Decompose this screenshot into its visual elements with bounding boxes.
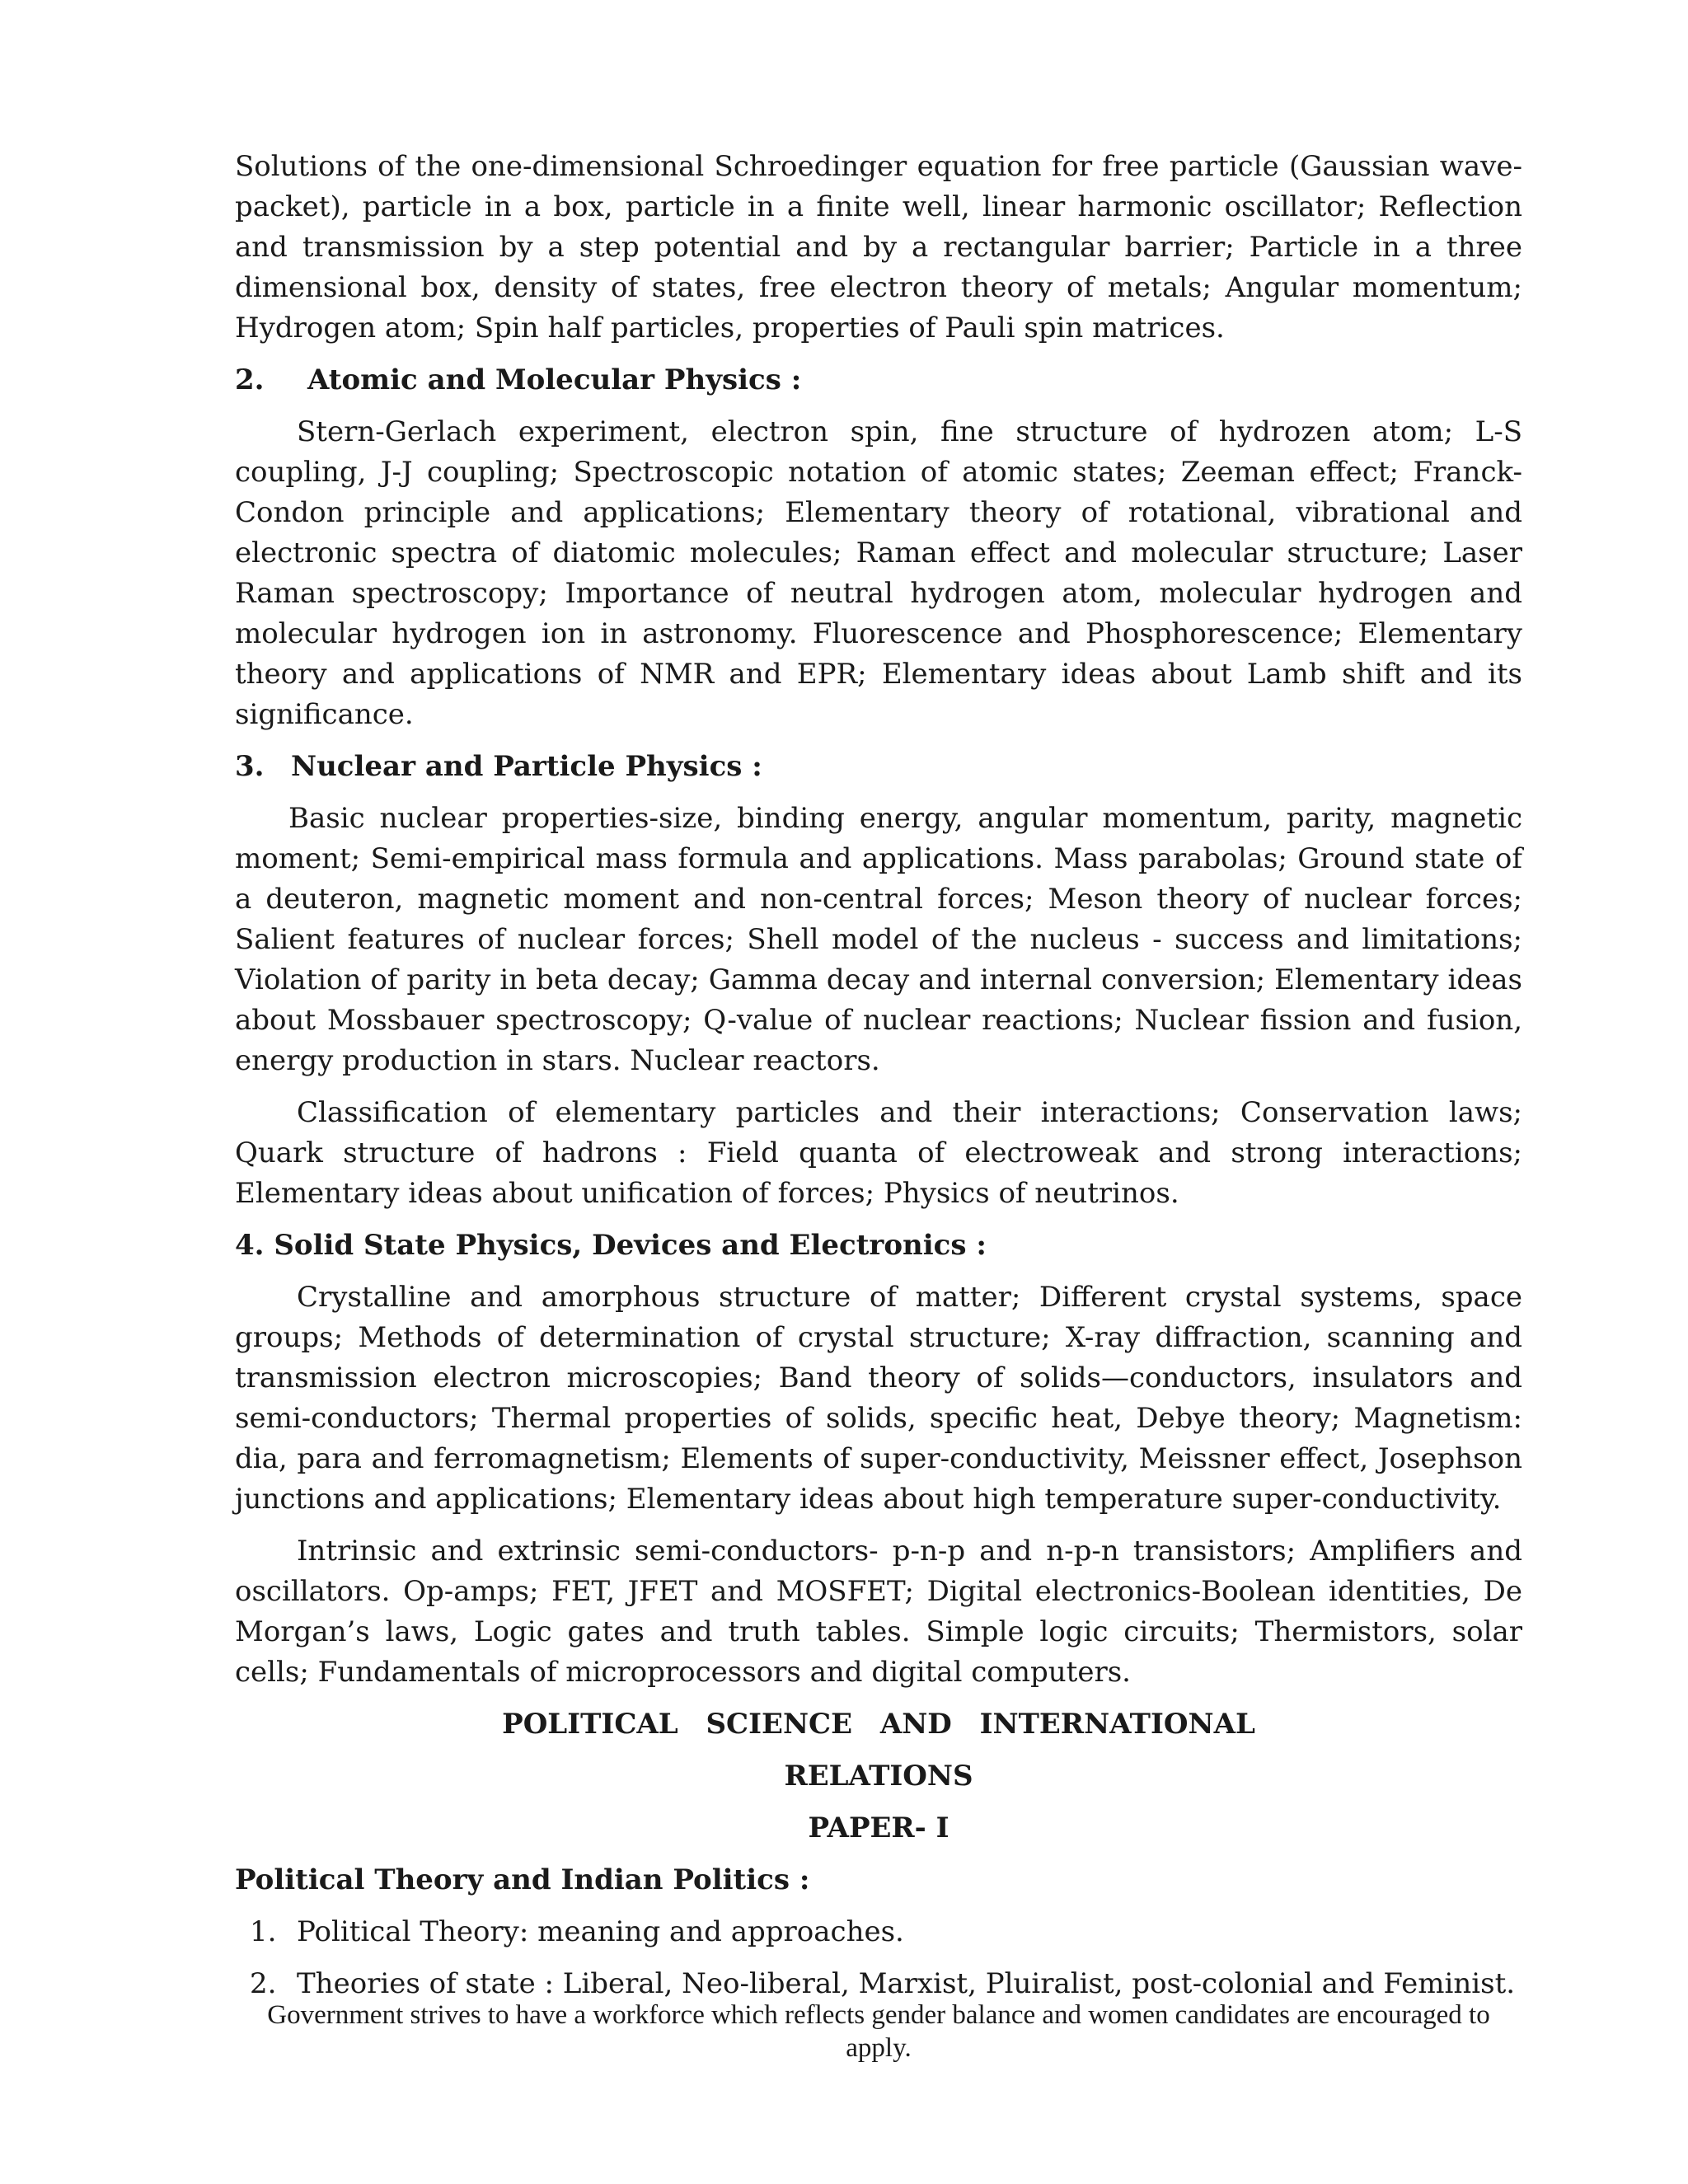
section-heading-nuclear bbox=[235, 747, 1522, 787]
political-theory-heading: Political Theory and Indian Politics : bbox=[235, 1863, 810, 1896]
list-item bbox=[235, 1912, 1522, 1952]
page-footer: Government strives to have a workforce which reflects gender balance and women candidates are encouraged to apply. bbox=[267, 2000, 1490, 2063]
intro-paragraph: Solutions of the one-dimensional Schroedinger equation for free particle (Gaussian wave-packet), particle in a box, particle in a finite well, linear harmonic oscillator; Reflection and transmission by a step potential and by a rectangular barrier; Particle in a three dimensional box, density of states, free electron theory of metals; Angular momentum; Hydrogen atom; Spin half particles, properties of Pauli spin matrices. bbox=[235, 150, 1522, 344]
solid-state-paragraph: Crystalline and amorphous structure of matter; Different crystal systems, space groups; Methods of determination of crystal structure; X-ray diffraction, scanning and transmission electron microscopies; Band theory of solids—conductors, insulators and semi-conductors; Thermal properties of solids, specific heat, Debye theory; Magnetism: dia, para and ferromagnetism; Elements of super-conductivity, Meissner effect, Josephson junctions and applications; Elementary ideas about high temperature super-conductivity. bbox=[235, 1281, 1522, 1516]
section-title: Atomic and Molecular Physics : bbox=[307, 363, 802, 396]
topic-list bbox=[235, 1912, 1522, 2004]
section-title: Nuclear and Particle Physics : bbox=[291, 750, 762, 783]
subject-title: POLITICAL SCIENCE AND INTERNATIONAL bbox=[502, 1708, 1255, 1741]
list-number: 2. bbox=[250, 1967, 277, 2000]
paper-title: PAPER- I bbox=[808, 1811, 950, 1844]
section-number: 2. bbox=[235, 363, 265, 396]
subject-title-continued: RELATIONS bbox=[784, 1760, 973, 1793]
electronics-paragraph: Intrinsic and extrinsic semi-conductors- p-n-p and n-p-n transistors; Amplifiers and oscillators. Op-amps; FET, JFET and MOSFET; Digital electronics-Boolean identities, De Morgan’s laws, Logic gates and truth tables. Simple logic circuits; Thermistors, solar cells; Fundamentals of microprocessors and digital computers. bbox=[235, 1535, 1522, 1689]
nuclear-paragraph: Basic nuclear properties-size, binding energy, angular momentum, parity, magnetic moment; Semi-empirical mass formula and applications. Mass parabolas; Ground state of a deuteron, magnetic moment and non-central forces; Meson theory of nuclear forces; Salient features of nuclear forces; Shell model of the nucleus - success and limitations; Violation of parity in beta decay; Gamma decay and internal conversion; Elementary ideas about Mossbauer spectroscopy; Q-value of nuclear reactions; Nuclear fission and fusion, energy production in stars. Nuclear reactors. bbox=[235, 802, 1522, 1077]
document-page bbox=[235, 147, 1522, 2016]
list-number: 1. bbox=[250, 1915, 277, 1948]
list-text: Theories of state : Liberal, Neo-liberal, Marxist, Pluiralist, post-colonial and Feminist. bbox=[297, 1967, 1516, 2000]
list-text: Political Theory: meaning and approaches. bbox=[297, 1915, 904, 1948]
section-number: 3. bbox=[235, 750, 265, 783]
particles-paragraph: Classification of elementary particles and their interactions; Conservation laws; Quark structure of hadrons : Field quanta of electroweak and strong interactions; Elementary ideas about unification of forces; Physics of neutrinos. bbox=[235, 1096, 1522, 1210]
atomic-paragraph: Stern-Gerlach experiment, electron spin, fine structure of hydrozen atom; L-S coupling, J-J coupling; Spectroscopic notation of atomic states; Zeeman effect; Franck-Condon principle and applications; Elementary theory of rotational, vibrational and electronic spectra of diatomic molecules; Raman effect and molecular structure; Laser Raman spectroscopy; Importance of neutral hydrogen atom, molecular hydrogen and molecular hydrogen ion in astronomy. Fluorescence and Phosphorescence; Elementary theory and applications of NMR and EPR; Elementary ideas about Lamb shift and its significance. bbox=[235, 415, 1522, 731]
section-heading-solid-state: 4. Solid State Physics, Devices and Electronics : bbox=[235, 1229, 987, 1262]
section-heading-atomic bbox=[235, 360, 1522, 401]
